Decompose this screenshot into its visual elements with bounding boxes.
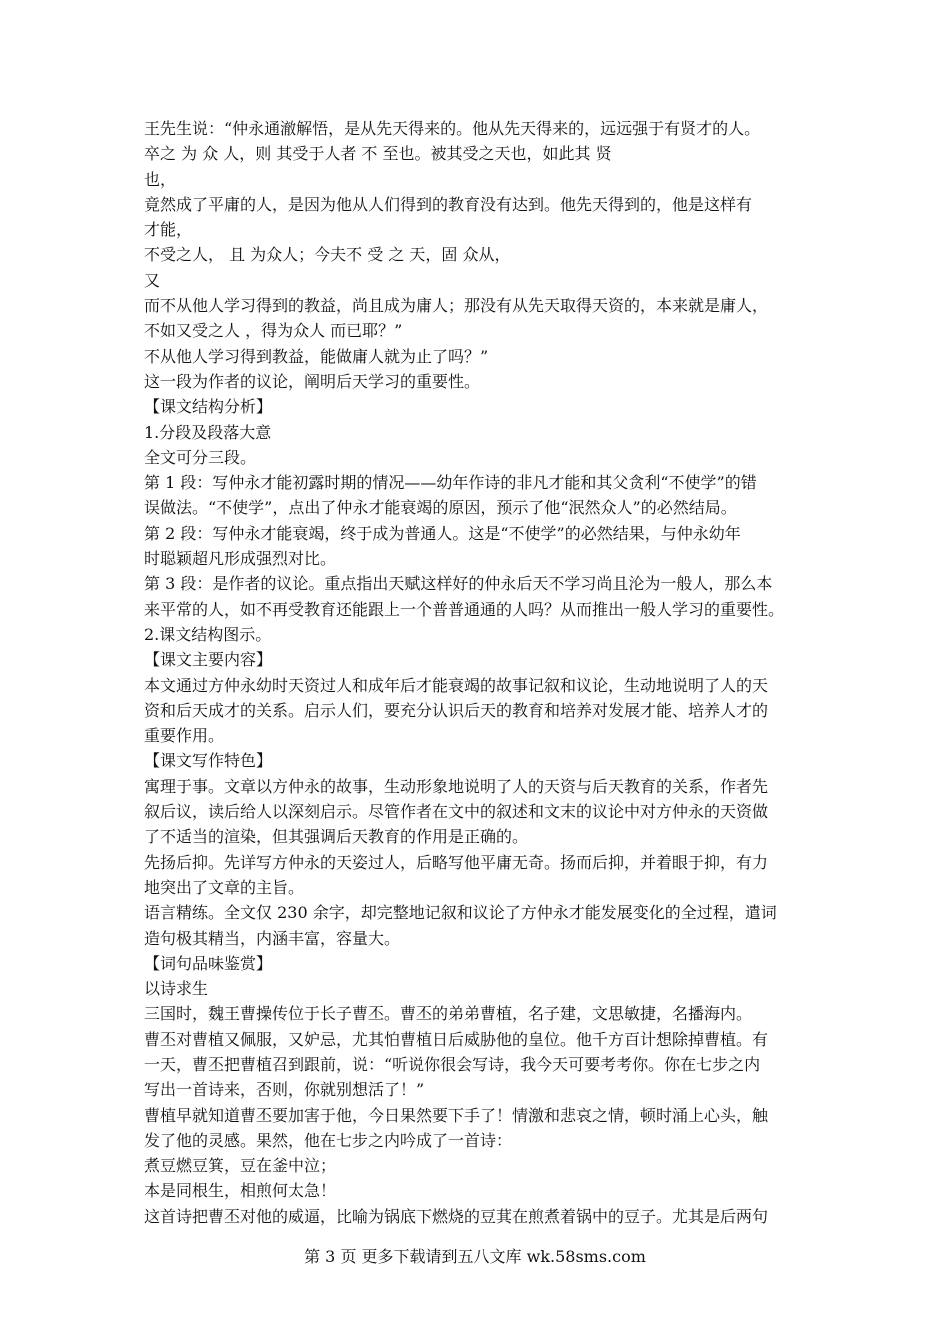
text-line: 一天，曹丕把曹植召到跟前，说：“听说你很会写诗，我今天可要考考你。你在七步之内 — [144, 1054, 761, 1074]
text-line: 才能， — [144, 220, 193, 240]
text-line: 三国时，魏王曹操传位于长子曹丕。曹丕的弟弟曹植，名子建，文思敏捷，名播海内。 — [144, 1004, 753, 1024]
text-line: 了不适当的渲染，但其强调后天教育的作用是正确的。 — [144, 827, 529, 847]
section-heading: 【词句品味鉴赏】 — [144, 953, 273, 973]
text-line: 不受之人， 且 为众人；今夫不 受 之 天，固 众从， — [144, 245, 511, 265]
text-line: 第 3 段：是作者的议论。重点指出天赋这样好的仲永后天不学习尚且沦为一般人，那么本 — [144, 574, 773, 594]
text-line: 以诗求生 — [144, 979, 209, 999]
section-heading: 【课文写作特色】 — [144, 751, 273, 771]
text-line: 第 2 段：写仲永才能衰竭，终于成为普通人。这是“不使学”的必然结果，与仲永幼年 — [144, 523, 741, 543]
text-line: 竟然成了平庸的人，是因为他从人们得到的教育没有达到。他先天得到的，他是这样有 — [144, 194, 753, 214]
text-line: 1.分段及段落大意 — [144, 422, 272, 442]
poem-line: 本是同根生，相煎何太急！ — [144, 1181, 337, 1201]
text-line: 误做法。“不使学”，点出了仲永才能衰竭的原因，预示了他“泯然众人”的必然结局。 — [144, 498, 737, 518]
text-line: 曹丕对曹植又佩服，又妒忌，尤其怕曹植日后威胁他的皇位。他千方百计想除掉曹植。有 — [144, 1029, 769, 1049]
text-line: 这首诗把曹丕对他的威逼，比喻为锅底下燃烧的豆萁在煎煮着锅中的豆子。尤其是后两句 — [144, 1206, 769, 1226]
poem-line: 煮豆燃豆箕，豆在釜中泣； — [144, 1156, 337, 1176]
document-body — [144, 116, 812, 1229]
text-line: 王先生说：“仲永通澈解悟，是从先天得来的。他从先天得来的，远远强于有贤才的人。 — [144, 119, 761, 138]
page-footer: 第 3 页 更多下载请到五八文库 wk.58sms.com — [304, 1247, 646, 1266]
text-line: 寓理于事。文章以方仲永的故事，生动形象地说明了人的天资与后天教育的关系，作者先 — [144, 776, 769, 796]
text-line: 而不从他人学习得到的教益，尚且成为庸人；那没有从先天取得天资的，本来就是庸人， — [144, 296, 769, 316]
text-line: 造句极其精当，内涵丰富，容量大。 — [144, 928, 401, 948]
section-heading: 【课文结构分析】 — [144, 397, 273, 417]
text-line: 卒之 为 众 人，则 其受于人者 不 至也。被其受之天也，如此其 贤 — [144, 144, 612, 164]
text-line: 不如又受之人 ，得为众人 而已耶？” — [144, 321, 403, 341]
text-line: 也， — [144, 169, 177, 189]
text-line: 来平常的人，如不再受教育还能跟上一个普普通通的人吗？从而推出一般人学习的重要性。 — [144, 599, 785, 619]
text-line: 不从他人学习得到教益，能做庸人就为止了吗？” — [144, 346, 489, 366]
text-line: 叙后议，读后给人以深刻启示。尽管作者在文中的叙述和文末的议论中对方仲永的天资做 — [144, 802, 769, 822]
text-line: 写出一首诗来，否则，你就别想活了！” — [144, 1080, 425, 1100]
text-line: 发了他的灵感。果然，他在七步之内吟成了一首诗： — [144, 1130, 513, 1150]
text-line: 地突出了文章的主旨。 — [144, 877, 305, 897]
text-line: 本文通过方仲永幼时天资过人和成年后才能衰竭的故事记叙和议论，生动地说明了人的天 — [144, 675, 769, 695]
text-line: 2.课文结构图示。 — [144, 624, 272, 644]
text-line: 资和后天成才的关系。启示人们，要充分认识后天的教育和培养对发展才能、培养人才的 — [144, 700, 769, 720]
text-line: 第 1 段：写仲永才能初露时期的情况——幼年作诗的非凡才能和其父贪利“不使学”的错 — [144, 473, 757, 493]
text-line: 时聪颖超凡形成强烈对比。 — [144, 549, 337, 569]
text-line: 曹植早就知道曹丕要加害于他，今日果然要下手了！情激和悲哀之情，顿时涌上心头，触 — [144, 1105, 769, 1125]
text-line: 语言精练。全文仅 230 余字，却完整地记叙和议论了方仲永才能发展变化的全过程，遣词 — [144, 903, 777, 923]
text-line: 先扬后抑。先详写方仲永的天姿过人，后略写他平庸无奇。扬而后抑，并着眼于抑，有力 — [144, 852, 769, 872]
text-line: 重要作用。 — [144, 726, 225, 746]
text-line: 又 — [144, 270, 161, 290]
text-line: 这一段为作者的议论，阐明后天学习的重要性。 — [144, 371, 481, 391]
section-heading: 【课文主要内容】 — [144, 650, 273, 670]
text-line: 全文可分三段。 — [144, 447, 257, 467]
